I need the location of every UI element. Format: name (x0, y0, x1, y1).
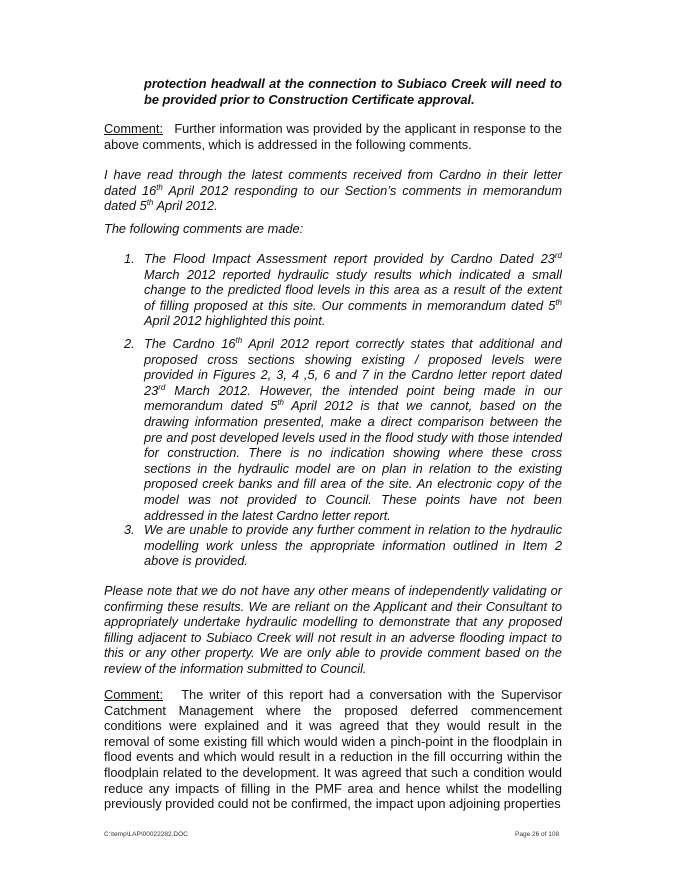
item2-sup-1: th (235, 336, 243, 345)
item1-text-1: The Flood Impact Assessment report provided by Cardno Dated 23 (144, 251, 555, 266)
read-comments-paragraph (104, 167, 562, 214)
list-number: 2. (124, 336, 135, 351)
comment-label: Comment: (104, 121, 164, 136)
item2-sup-3: th (277, 398, 284, 408)
comment-label: Comment: (104, 687, 164, 702)
comment-paragraph-1 (104, 121, 562, 152)
item2-sup-2: rd (158, 382, 166, 392)
list-item-text (144, 251, 562, 329)
read-sup-1: th (156, 182, 163, 192)
list-number: 3. (124, 522, 135, 537)
condition-paragraph: protection headwall at the connection to Subiaco Creek will need to be provided prior to Construction Certificate approval. (144, 76, 562, 107)
item1-sup-1: rd (554, 251, 562, 260)
item1-text-3: April 2012 highlighted this point. (144, 313, 326, 329)
footer-page-number: Page 26 of 108 (515, 831, 560, 838)
read-text-3: April 2012. (153, 198, 218, 214)
comment-1-text: Further information was provided by the applicant in response to the above comments, which is addressed in the following comments. (104, 121, 563, 152)
item2-text-3: March 2012. However, the intended point being made in our memorandum dated 5 (144, 382, 562, 414)
item1-sup-2: th (555, 297, 562, 307)
item2-text-4: April 2012 is that we cannot, based on the drawing information presented, make a direct comparison between the pre and post developed levels used in the flood study with those intended for construction. There is no indication showing where these cross sections in the hydraulic model are on plan in relation to the existing proposed creek banks and fill area of the site. An electronic copy of the model was not provided to Council. These points have not been addressed in the latest Cardno letter report. (144, 398, 562, 523)
comment-2-text: The writer of this report had a conversation with the Supervisor Catchment Management where the proposed deferred commencement conditions were explained and it was agreed that they would result in the removal of some existing fill which would widen a pinch-point in the floodplain in flood events and which would result in a reduction in the fill occurring within the floodplain related to the development. It was agreed that such a condition would reduce any impacts of filling in the PMF area and hence whilst the modelling previously provided could not be confirmed, the impact upon adjoining properties (104, 687, 562, 812)
list-number: 1. (124, 251, 135, 266)
note-paragraph: Please note that we do not have any other means of independently validating or confirming these results. We are reliant on the Applicant and their Consultant to appropriately undertake hydraulic modelling to demonstrate that any proposed filling adjacent to Subiaco Creek will not result in an adverse flooding impact to this or any other property. We are only able to provide comment based on the review of the information submitted to Council. (104, 583, 562, 676)
read-text-2: April 2012 responding to our Section’s comments in memorandum dated 5 (104, 182, 562, 214)
comment-paragraph-2 (104, 687, 562, 812)
item2-text-1: The Cardno 16 (144, 336, 236, 351)
footer-file-path: C:\temp\LAP\00022282.DOC (104, 831, 188, 838)
read-text-1: I have read through the latest comments received from Cardno in their letter dated 16 (104, 167, 562, 198)
list-item-text: We are unable to provide any further comment in relation to the hydraulic modelling work unless the appropriate information outlined in Item 2 above is provided. (144, 522, 562, 569)
item1-text-2: March 2012 reported hydraulic study results which indicated a small change to the predicted flood levels in this area as a result of the extent of filling proposed at this site. Our comments in memorandum dated 5 (144, 266, 562, 313)
following-comments-heading: The following comments are made: (104, 221, 304, 236)
item2-text-2: April 2012 report correctly states that additional and proposed cross sections showing existing / proposed levels were provided in Figures 2, 3, 4 ,5, 6 and 7 in the Cardno letter report dated 23 (144, 336, 562, 398)
list-item-text (144, 336, 562, 523)
read-sup-2: th (146, 198, 154, 208)
